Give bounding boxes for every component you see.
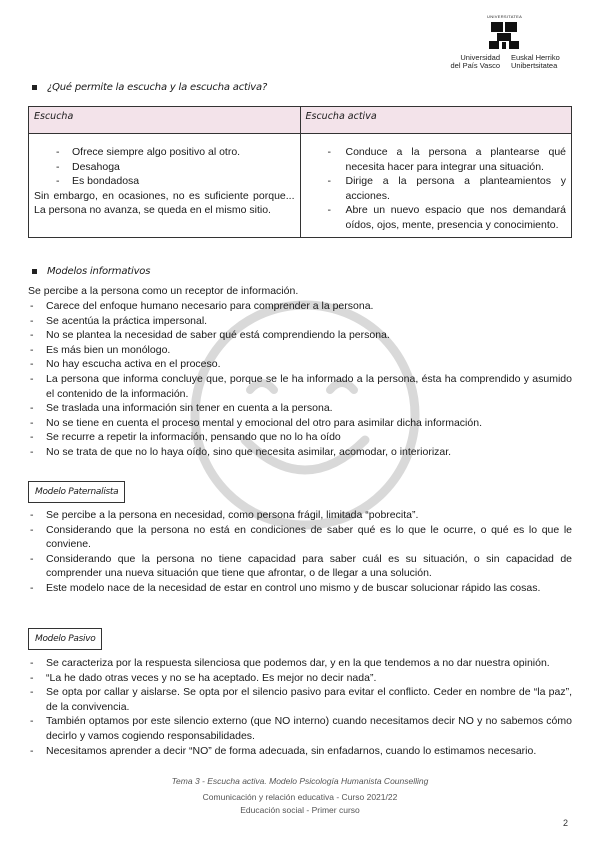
table-header-escucha: Escucha bbox=[29, 107, 301, 134]
table-cell-escucha bbox=[29, 134, 301, 238]
list-item: - Es más bien un monólogo. bbox=[28, 343, 572, 358]
list-item: - No se tiene en cuenta el proceso mental y emocional del otro para asimilar dicha información. bbox=[28, 416, 572, 431]
list-item: - Se percibe a la persona en necesidad, como persona frágil, limitada “pobrecita”. bbox=[28, 508, 572, 523]
list-item: - No se plantea la necesidad de saber qué está comprendiendo la persona. bbox=[28, 328, 572, 343]
list-item: - Se acentúa la práctica impersonal. bbox=[28, 314, 572, 329]
table-header-escucha-activa: Escucha activa bbox=[300, 107, 572, 134]
list-item: - Este modelo nace de la necesidad de estar en control uno mismo y de buscar solucionar rápido las cosas. bbox=[28, 581, 572, 596]
page-number: 2 bbox=[563, 818, 569, 828]
list-item: - Desahoga bbox=[34, 160, 295, 175]
section-heading-modelos-informativos: Modelos informativos bbox=[32, 266, 150, 277]
list-item: - Abre un nuevo espacio que nos demandará oídos, ojos, mente, presencia y conocimiento. bbox=[306, 203, 567, 232]
modelo-paternalista-list bbox=[28, 508, 572, 596]
escucha-note: Sin embargo, en ocasiones, no es suficiente porque... La persona no avanza, se queda en el mismo sitio. bbox=[34, 189, 295, 216]
table-cell-escucha-activa bbox=[300, 134, 572, 238]
modelo-pasivo-list bbox=[28, 656, 572, 758]
list-item: - Se opta por callar y aislarse. Se opta por el silencio pasivo para evitar el conflicto. Ceder en nombre de “la paz”, de la convivencia. bbox=[28, 685, 572, 714]
list-item: - Se caracteriza por la respuesta silenciosa que podemos dar, y en la que tendemos a no dar nuestra opinión. bbox=[28, 656, 572, 671]
list-item: - La persona que informa concluye que, porque se le ha informado a la persona, ésta ha comprendido y asumido el contenido de la información. bbox=[28, 372, 572, 401]
footer-line-1: Tema 3 - Escucha activa. Modelo Psicología Humanista Counselling bbox=[171, 776, 429, 786]
list-item: - Considerando que la persona no está en condiciones de saber qué es lo que le ocurre, o qué es lo que le conviene. bbox=[28, 523, 572, 552]
list-item: - Carece del enfoque humano necesario para comprender a la persona. bbox=[28, 299, 572, 314]
escucha-list bbox=[34, 145, 295, 189]
footer-line-2: Comunicación y relación educativa - Curso 2021/22 bbox=[202, 792, 398, 802]
escucha-comparison-table bbox=[28, 106, 572, 238]
modelo-pasivo-label: Modelo Pasivo bbox=[28, 628, 102, 650]
university-emblem-icon bbox=[487, 20, 523, 50]
list-item: - Considerando que la persona no tiene capacidad para saber cuál es su situación, o sin capacidad de comprender una nueva situación que tiene que afrontar, o de llegar a una solución. bbox=[28, 552, 572, 581]
logo-right-text: Euskal Herriko Unibertsitatea bbox=[511, 53, 560, 70]
list-item: - Conduce a la persona a plantearse qué necesita hacer para integrar una situación. bbox=[306, 145, 567, 174]
list-item: - No hay escucha activa en el proceso. bbox=[28, 357, 572, 372]
modelos-informativos-list bbox=[28, 299, 572, 460]
list-item: - Se traslada una información sin tener en cuenta a la persona. bbox=[28, 401, 572, 416]
escucha-activa-list bbox=[306, 145, 567, 232]
logo-top-caption: UNIVERSITATEA bbox=[487, 14, 523, 19]
footer-line-3: Educación social - Primer curso bbox=[240, 805, 360, 815]
list-item: - Necesitamos aprender a decir “NO” de forma adecuada, sin enfadarnos, cuando lo estimamos necesario. bbox=[28, 744, 572, 759]
logo-left-text: Universidad del País Vasco bbox=[450, 53, 500, 70]
section-heading-escucha: ¿Qué permite la escucha y la escucha activa? bbox=[32, 82, 267, 93]
university-logo bbox=[445, 14, 575, 74]
square-bullet-icon bbox=[32, 269, 37, 274]
list-item: - Ofrece siempre algo positivo al otro. bbox=[34, 145, 295, 160]
modelos-informativos-intro: Se percibe a la persona como un receptor de información. bbox=[28, 285, 299, 297]
list-item: - También optamos por este silencio externo (que NO interno) cuando necesitamos decir NO y no sabemos cómo decirlo y vamos cogiendo responsabilidades. bbox=[28, 714, 572, 743]
list-item: - Dirige a la persona a planteamientos y acciones. bbox=[306, 174, 567, 203]
list-item: - No se trata de que no lo haya oído, sino que necesita asimilar, acomodar, o interiorizar. bbox=[28, 445, 572, 460]
modelo-paternalista-label: Modelo Paternalista bbox=[28, 481, 125, 503]
square-bullet-icon bbox=[32, 85, 37, 90]
list-item: - Se recurre a repetir la información, pensando que no lo ha oído bbox=[28, 430, 572, 445]
list-item: - Es bondadosa bbox=[34, 174, 295, 189]
list-item: - “La he dado otras veces y no se ha aceptado. Es mejor no decir nada”. bbox=[28, 671, 572, 686]
